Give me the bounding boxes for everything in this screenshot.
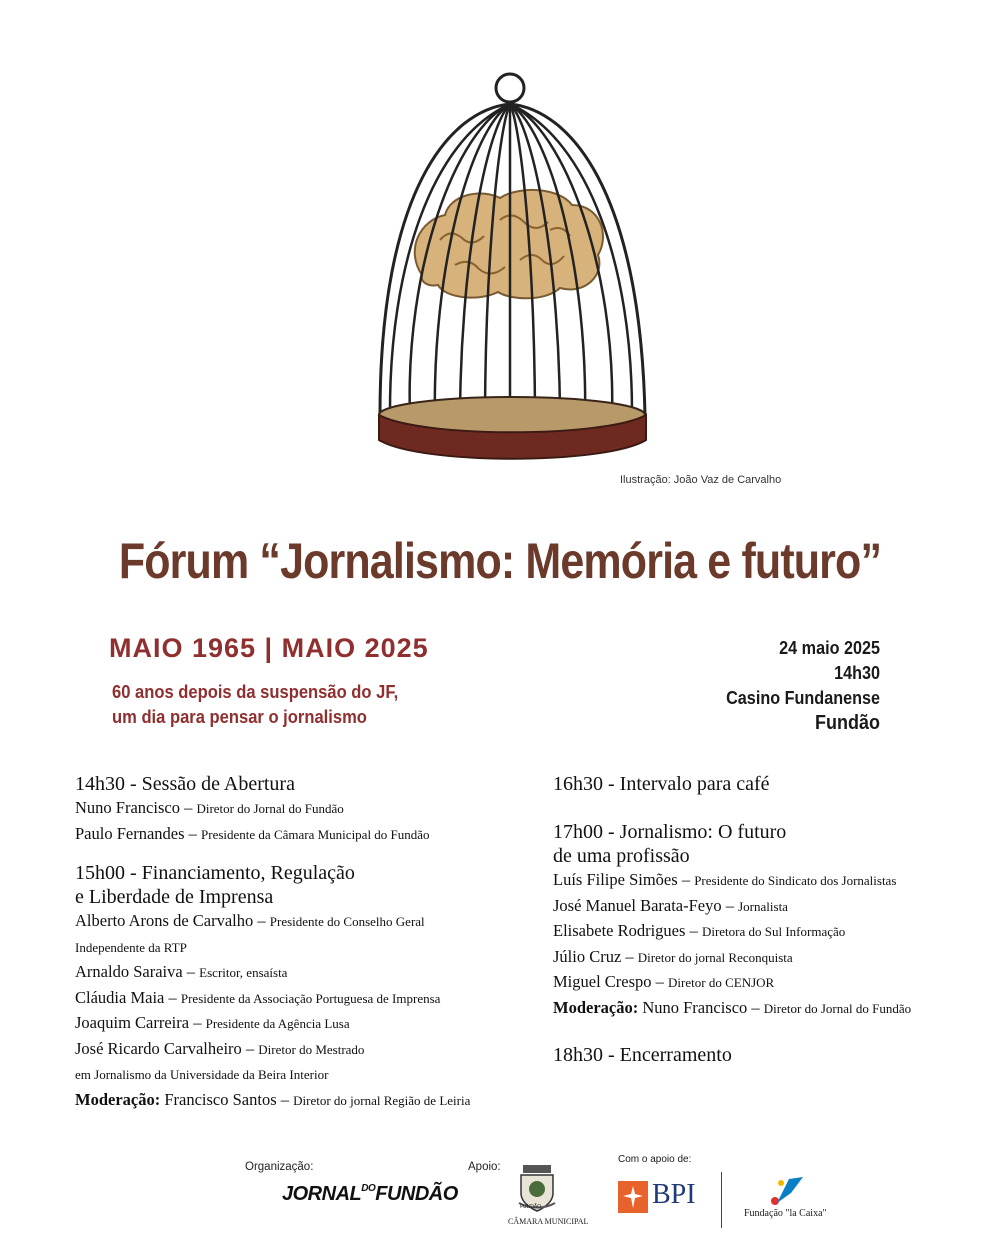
- session-break-title: 16h30 - Intervalo para café: [553, 773, 770, 795]
- dash: –: [257, 911, 266, 930]
- speaker-role: Presidente do Sindicato dos Jornalistas: [694, 873, 897, 888]
- bpi-star-icon: [618, 1181, 648, 1213]
- dash: –: [280, 1089, 289, 1109]
- speaker-name: Arnaldo Saraiva: [75, 962, 183, 981]
- logo-text-part: DO: [361, 1183, 376, 1194]
- bpi-logo-text: BPI: [652, 1179, 696, 1210]
- subtitle-line-2: um dia para pensar o jornalismo: [112, 707, 367, 727]
- speaker-line: [553, 868, 973, 894]
- event-info: [726, 636, 880, 736]
- speaker-line: [75, 822, 545, 848]
- la-caixa-text: Fundação "la Caixa": [744, 1208, 827, 1219]
- dash: –: [245, 1038, 255, 1058]
- speaker-role: em Jornalismo da Universidade da Beira Interior: [75, 1067, 329, 1082]
- speaker-name: Alberto Arons de Carvalho: [75, 911, 254, 930]
- speaker-role: Diretor do Jornal do Fundão: [196, 801, 344, 816]
- support-label: Apoio:: [468, 1161, 501, 1173]
- speaker-role: Independente da RTP: [75, 939, 187, 955]
- logo-text-part: FUNDÃO: [375, 1183, 458, 1205]
- moderator-role: Diretor do jornal Região de Leiria: [293, 1092, 471, 1108]
- speaker-role: Diretor do Mestrado: [258, 1041, 365, 1057]
- speaker-name: Luís Filipe Simões: [553, 870, 678, 889]
- event-time: 14h30: [834, 663, 880, 683]
- dash: –: [681, 870, 691, 889]
- dash: –: [193, 1013, 202, 1032]
- event-date: 24 maio 2025: [779, 638, 880, 658]
- illustration-credit: Ilustração: João Vaz de Carvalho: [620, 474, 782, 486]
- speaker-line: [75, 1037, 545, 1063]
- subtitle: [112, 680, 398, 730]
- speaker-role: Diretora do Sul Informação: [701, 924, 846, 939]
- speaker-role: Jornalista: [738, 898, 788, 914]
- subtitle-line-1: 60 anos depois da suspensão do JF,: [112, 682, 399, 702]
- speaker-line: [553, 945, 973, 971]
- dates-heading: MAIO 1965 | MAIO 2025: [109, 633, 429, 663]
- speaker-role: Presidente da Associação Portuguesa de Imprensa: [180, 990, 441, 1006]
- speaker-role-continued: [75, 935, 545, 961]
- organization-label: Organização:: [245, 1161, 314, 1173]
- logo-text-part: JORNAL: [282, 1183, 362, 1205]
- session-financing-title-1: 15h00 - Financiamento, Regulação: [75, 862, 355, 884]
- speaker-name: Cláudia Maia: [75, 987, 165, 1007]
- speaker-role-continued: [75, 1062, 545, 1088]
- speaker-role: Presidente da Câmara Municipal do Fundão: [201, 826, 430, 842]
- session-closing-title: 18h30 - Encerramento: [553, 1044, 732, 1066]
- speaker-role: Diretor do jornal Reconquista: [637, 949, 793, 965]
- speaker-name: Miguel Crespo: [553, 972, 652, 991]
- dash: –: [751, 997, 760, 1017]
- session-opening-title: 14h30 - Sessão de Abertura: [75, 773, 295, 795]
- speaker-name: Elisabete Rodrigues: [553, 921, 686, 940]
- speaker-name: José Ricardo Carvalheiro: [75, 1038, 242, 1058]
- speaker-line: [75, 986, 545, 1012]
- event-city: Fundão: [815, 712, 880, 734]
- speaker-name: Joaquim Carreira: [75, 1013, 190, 1032]
- speaker-name: Nuno Francisco: [75, 798, 180, 817]
- moderator-name: Nuno Francisco: [642, 997, 748, 1017]
- speaker-line: [75, 909, 545, 935]
- moderator-line: [553, 996, 973, 1022]
- dash: –: [655, 972, 664, 991]
- event-venue: Casino Fundanense: [726, 688, 880, 708]
- speaker-name: Paulo Fernandes: [75, 823, 185, 843]
- speaker-line: [553, 919, 973, 945]
- dash: –: [168, 987, 177, 1007]
- dash: –: [725, 895, 734, 915]
- session-future-title-1: 17h00 - Jornalismo: O futuro: [553, 821, 787, 843]
- logo-divider: [721, 1172, 722, 1228]
- page-title: Fórum “Jornalismo: Memória e futuro”: [118, 533, 882, 589]
- moderator-role: Diretor do Jornal do Fundão: [763, 1000, 912, 1016]
- dash: –: [625, 946, 634, 966]
- with-support-label: Com o apoio de:: [618, 1154, 692, 1165]
- program-right-column: [553, 772, 973, 1067]
- speaker-line: [75, 1011, 545, 1037]
- speaker-line: [553, 970, 973, 996]
- session-financing-title-2: e Liberdade de Imprensa: [75, 886, 274, 908]
- session-future-title-2: de uma profissão: [553, 845, 690, 867]
- moderator-line: [75, 1088, 545, 1114]
- dash: –: [184, 798, 193, 817]
- moderation-label: Moderação:: [553, 997, 639, 1017]
- speaker-role: Presidente da Agência Lusa: [205, 1016, 350, 1031]
- speaker-name: José Manuel Barata-Feyo: [553, 895, 722, 915]
- moderation-label: Moderação:: [75, 1089, 161, 1109]
- jornal-do-fundao-logo: [282, 1183, 458, 1206]
- program-left-column: [75, 772, 545, 1113]
- birdcage-brain-illustration: [360, 70, 660, 470]
- moderator-name: Francisco Santos: [164, 1089, 277, 1109]
- crest-caption: CÂMARA MUNICIPAL: [508, 1217, 589, 1226]
- speaker-role: Diretor do CENJOR: [668, 975, 775, 990]
- speaker-line: [75, 796, 545, 822]
- speaker-line: [553, 894, 973, 920]
- speaker-role: Presidente do Conselho Geral: [269, 914, 425, 929]
- dash: –: [188, 823, 197, 843]
- dash: –: [186, 962, 196, 981]
- dash: –: [689, 921, 698, 940]
- speaker-line: [75, 960, 545, 986]
- crest-text: FUNDÃO: [520, 1204, 542, 1210]
- la-caixa-star-icon: [767, 1175, 807, 1207]
- speaker-name: Júlio Cruz: [553, 946, 622, 966]
- speaker-role: Escritor, ensaísta: [199, 965, 288, 980]
